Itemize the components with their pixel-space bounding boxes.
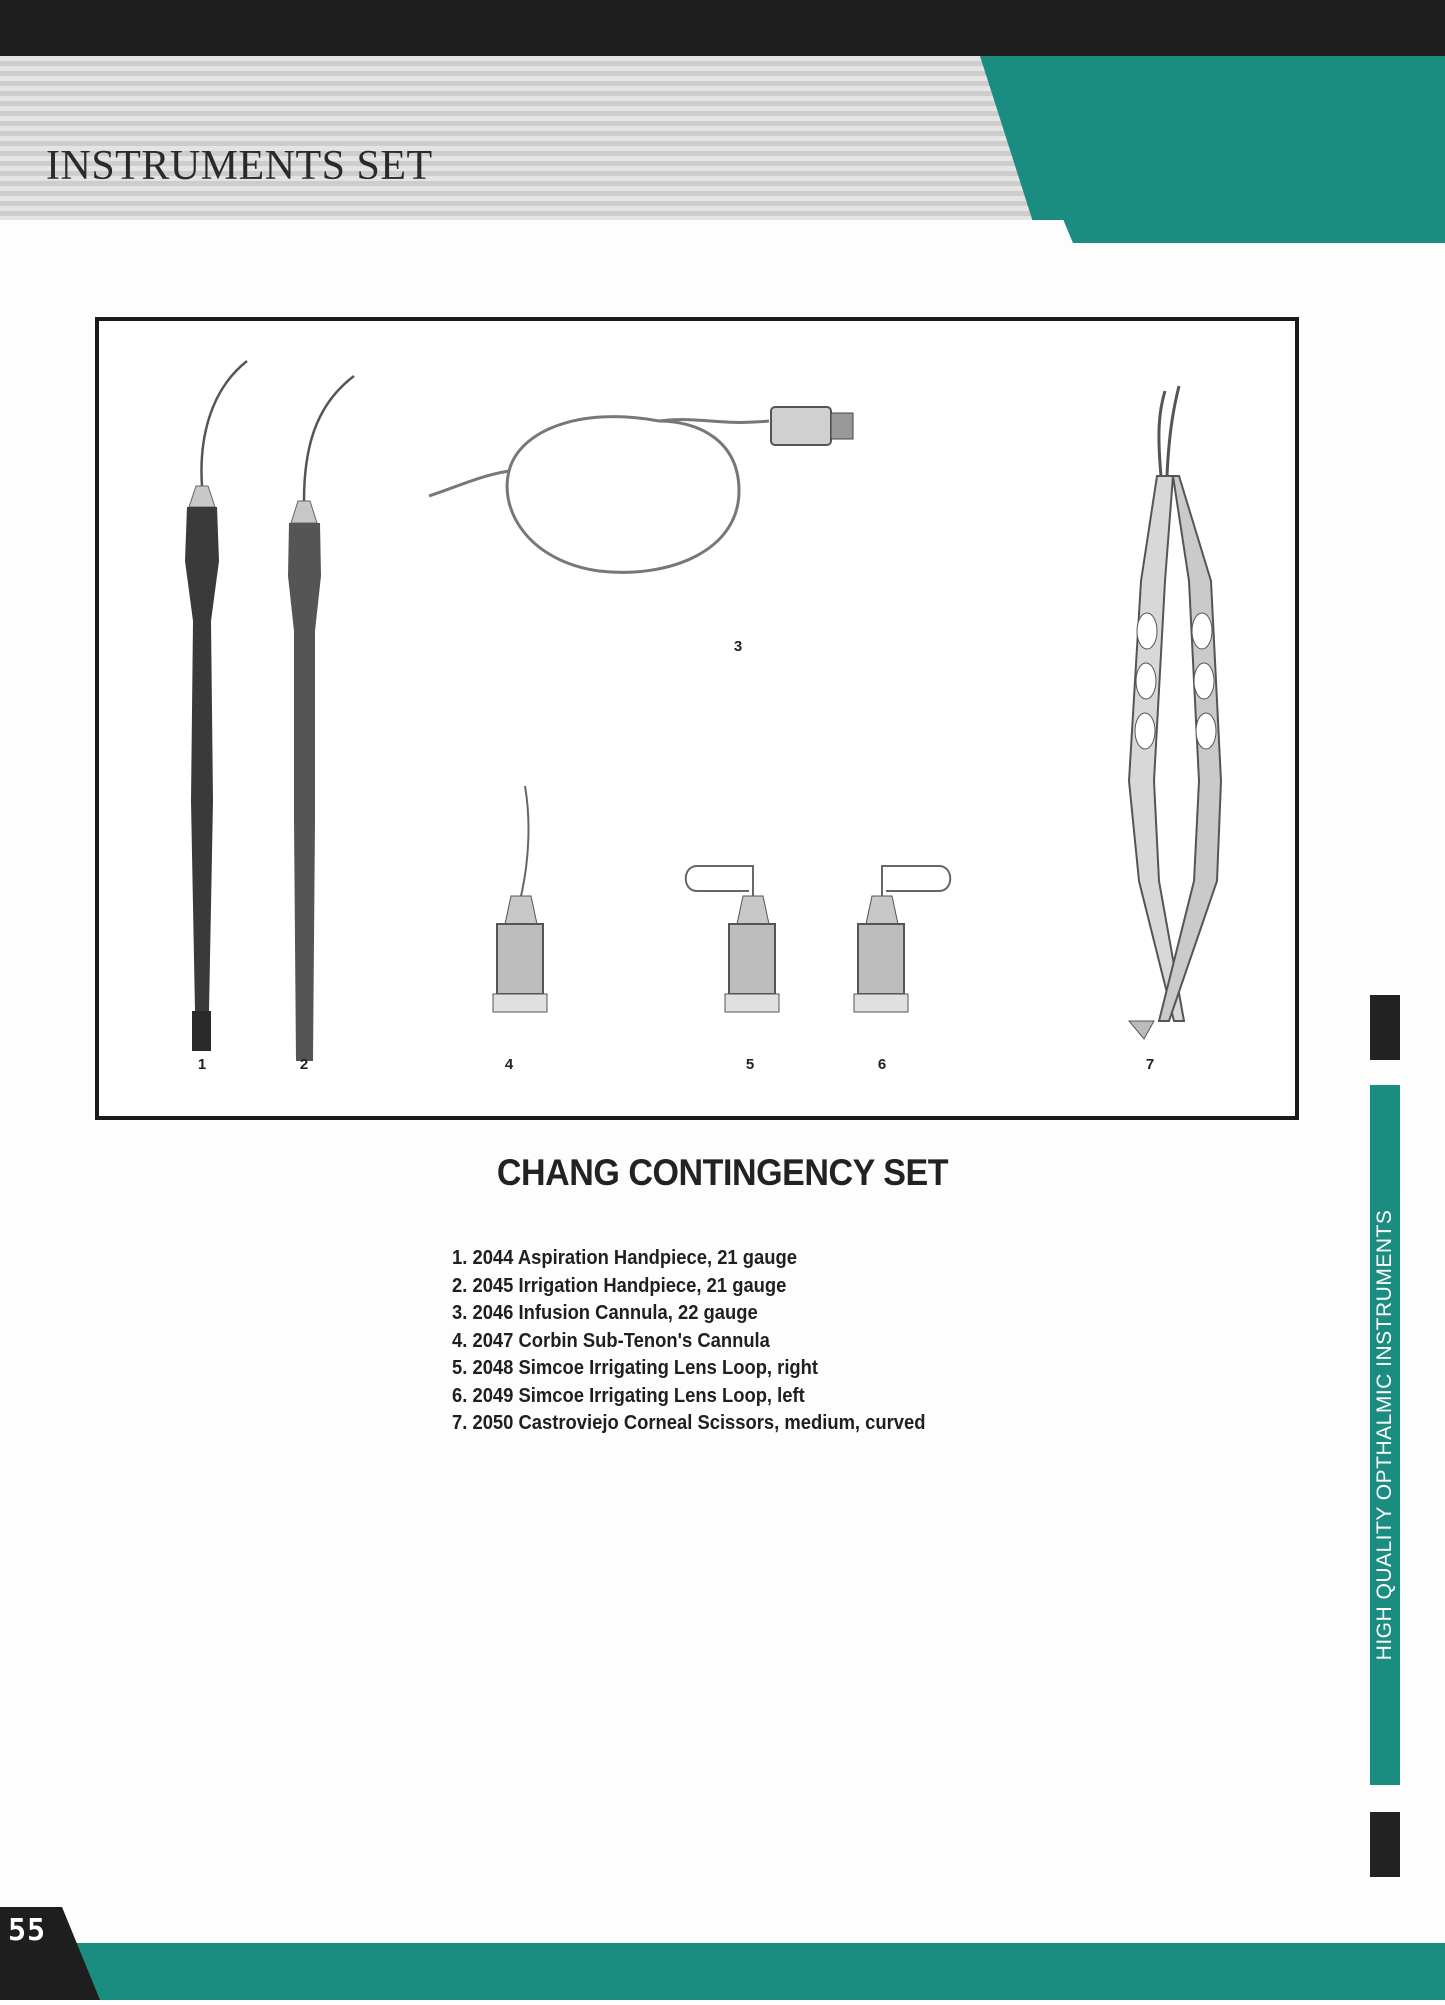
footer-band <box>0 1942 1445 2000</box>
corbin-cannula-drawing <box>493 786 547 1012</box>
list-item: 3. 2046 Infusion Cannula, 22 gauge <box>452 1302 758 1324</box>
footer-divider <box>0 1940 1445 1943</box>
simcoe-loop-right-drawing <box>686 866 779 1012</box>
top-dark-bar <box>0 0 1445 56</box>
item-list <box>452 1245 967 1438</box>
list-item: 1. 2044 Aspiration Handpiece, 21 gauge <box>452 1247 797 1269</box>
irrigation-handpiece-drawing <box>288 376 354 1061</box>
infusion-cannula-drawing <box>429 407 853 572</box>
instrument-figure <box>95 317 1299 1120</box>
list-item: 7. 2050 Castroviejo Corneal Scissors, medium, curved <box>452 1412 926 1434</box>
figure-label-1: 1 <box>197 1056 207 1073</box>
side-bar-text: HIGH QUALITY OPTHALMIC INSTRUMENTS <box>1373 1209 1396 1661</box>
figure-label-3: 3 <box>733 638 743 655</box>
figure-label-5: 5 <box>745 1056 755 1073</box>
instrument-illustration <box>99 321 1295 1116</box>
list-item: 2. 2045 Irrigation Handpiece, 21 gauge <box>452 1274 787 1297</box>
figure-label-6: 6 <box>877 1056 887 1073</box>
figure-label-4: 4 <box>504 1056 514 1073</box>
list-item: 6. 2049 Simcoe Irrigating Lens Loop, left <box>452 1384 805 1407</box>
page-number: 55 <box>8 1913 47 1948</box>
list-item: 4. 2047 Corbin Sub-Tenon's Cannula <box>452 1329 770 1352</box>
figure-label-2: 2 <box>299 1056 309 1073</box>
header-title: INSTRUMENTS SET <box>46 143 433 189</box>
aspiration-handpiece-drawing <box>185 361 247 1051</box>
castroviejo-scissors-drawing <box>1129 386 1221 1039</box>
set-title: CHANG CONTINGENCY SET <box>496 1152 949 1193</box>
side-block-bottom <box>1370 1812 1400 1877</box>
header-teal-tail <box>1040 164 1445 244</box>
list-item: 5. 2048 Simcoe Irrigating Lens Loop, right <box>452 1357 819 1379</box>
simcoe-loop-left-drawing <box>854 866 950 1012</box>
figure-label-7: 7 <box>1145 1056 1155 1073</box>
side-block-top <box>1370 995 1400 1060</box>
